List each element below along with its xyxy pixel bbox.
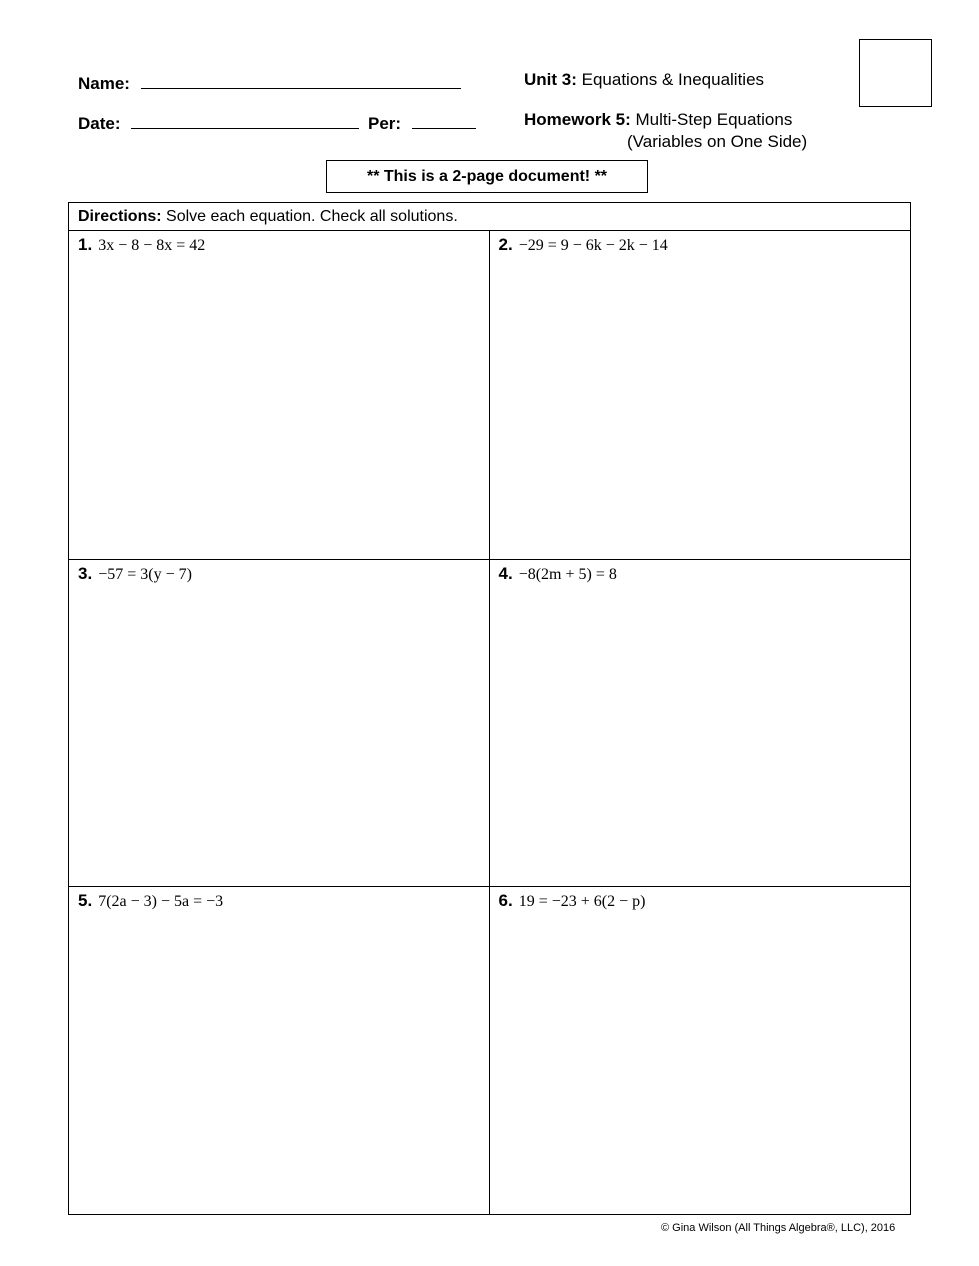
date-field-row [78,110,476,134]
problem-number: 4. [498,563,513,583]
homework-label: Homework 5: [524,110,631,129]
name-label: Name: [78,74,130,93]
problem-equation: 19 = −23 + 6(2 − p) [518,893,646,911]
homework-subtitle: (Variables on One Side) [627,132,808,151]
problem-number: 6. [498,891,513,911]
period-input-line[interactable] [412,110,476,129]
directions-label: Directions: [78,208,162,225]
copyright-footer: © Gina Wilson (All Things Algebra®, LLC), 2016 [661,1222,896,1234]
name-field-row [78,70,461,94]
unit-heading [524,70,764,90]
problem-cell-2[interactable] [490,231,911,559]
problem-number: 3. [78,563,93,583]
problem-number: 2. [498,235,513,254]
unit-title: Equations & Inequalities [581,70,765,89]
problem-equation: −57 = 3(y − 7) [98,565,192,583]
unit-label: Unit 3: [524,70,577,89]
score-box[interactable] [859,39,932,107]
date-label: Date: [78,114,121,133]
problem-equation: −29 = 9 − 6k − 2k − 14 [518,237,668,254]
problem-number: 1. [78,235,93,254]
date-input-line[interactable] [131,110,359,129]
directions-bar [68,202,911,231]
problem-cell-6[interactable] [490,886,911,1214]
directions-text: Solve each equation. Check all solutions. [166,208,458,225]
problem-cell-1[interactable] [69,231,490,559]
problem-cell-4[interactable] [490,559,911,887]
problem-cell-5[interactable] [69,886,490,1214]
problem-cell-3[interactable] [69,559,490,887]
homework-title: Multi-Step Equations [635,110,793,129]
period-label: Per: [367,114,402,133]
name-input-line[interactable] [141,70,461,89]
problem-equation: 7(2a − 3) − 5a = −3 [98,893,224,911]
page-count-note: ** This is a 2-page document! ** [326,160,648,193]
problem-grid [68,230,911,1215]
homework-heading [524,110,792,130]
problem-number: 5. [78,891,93,911]
problem-equation: −8(2m + 5) = 8 [518,565,617,583]
problem-equation: 3x − 8 − 8x = 42 [98,237,206,254]
